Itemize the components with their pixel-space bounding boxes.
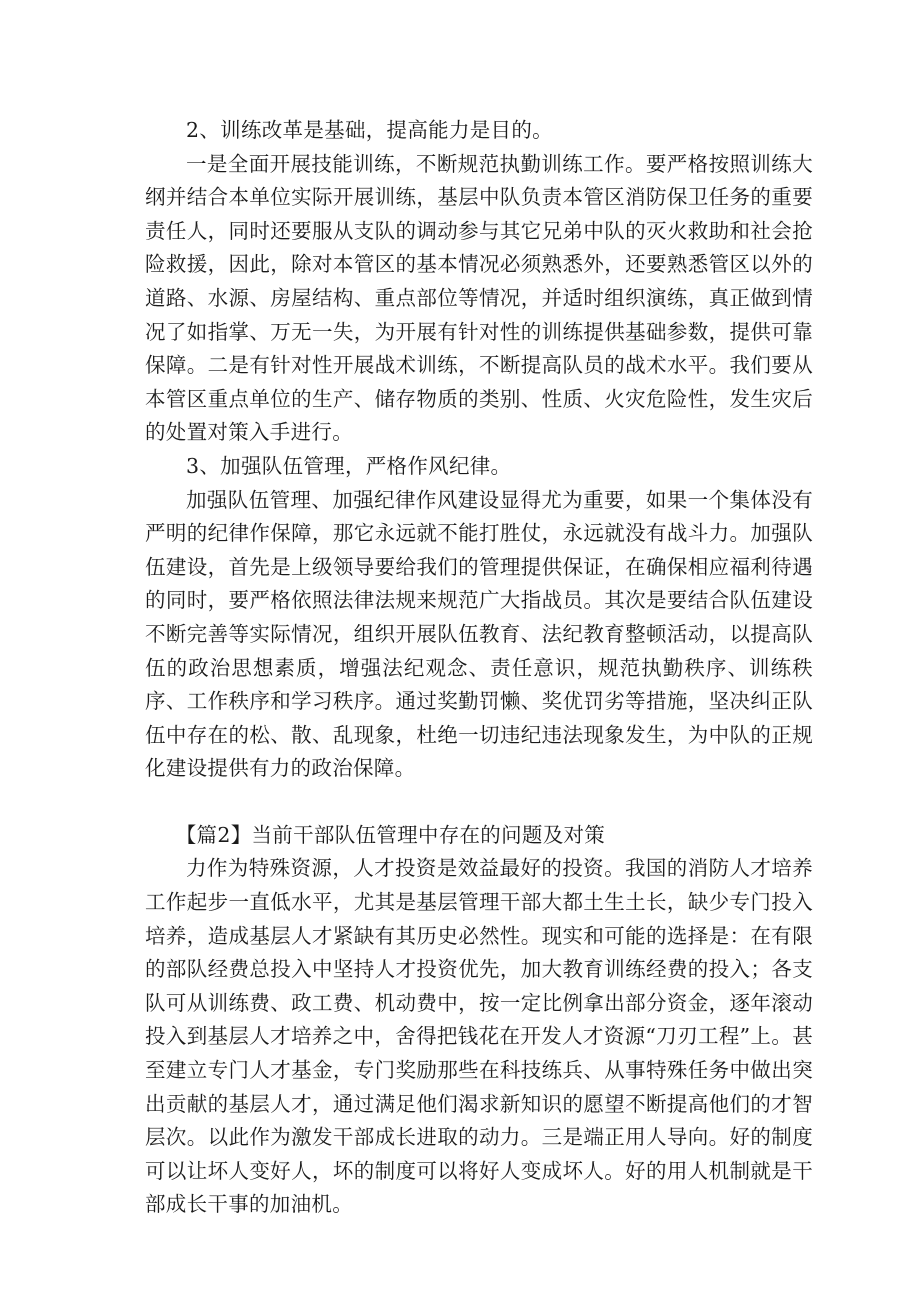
section-title: 【篇2】当前干部队伍管理中存在的问题及对策 xyxy=(175,822,606,847)
document-body xyxy=(145,114,813,1222)
subsection-heading-training-reform: 2、训练改革是基础，提高能力是目的。 xyxy=(186,118,553,142)
body-paragraph-talent-investment: 力作为特殊资源，人才投资是效益最好的投资。我国的消防人才培养工作起步一直低水平，尤其是基层管理干部大都土生土长，缺少专门投入培养，造成基层人才紧缺有其历史必然性。现实和可能的选择是：在有限的部队经费总投入中坚持人才投资优先，加大教育训练经费的投入；各支队可从训练费、政工费、机动费中，按一定比例拿出部分资金，逐年滚动投入到基层人才培养之中，舍得把钱花在开发人才资源“刀刃工程”上。甚至建立专门人才基金，专门奖励那些在科技练兵、从事特殊任务中做出突出贡献的基层人才，通过满足他们渴求新知识的愿望不断提高他们的才智层次。以此作为激发干部成长进取的动力。三是端正用人导向。好的制度可以让坏人变好人，坏的制度可以将好人变成坏人。好的用人机制就是干部成长干事的加油机。 xyxy=(145,856,813,1217)
subsection-heading-team-management: 3、加强队伍管理，严格作风纪律。 xyxy=(186,453,512,478)
body-paragraph-skills-training: 一是全面开展技能训练，不断规范执勤训练工作。要严格按照训练大纲并结合本单位实际开展训练，基层中队负责本管区消防保卫任务的重要责任人，同时还要服从支队的调动参与其它兄弟中队的灭火救助和社会抢险救援，因此，除对本管区的基本情况必须熟悉外，还要熟悉管区以外的道路、水源、房屋结构、重点部位等情况，并适时组织演练，真正做到情况了如指掌、万无一失，为开展有针对性的训练提供基础参数，提供可靠保障。二是有针对性开展战术训练，不断提高队员的战术水平。我们要从本管区重点单位的生产、储存物质的类别、性质、火灾危险性，发生灾后的处置对策入手进行。 xyxy=(145,151,813,445)
body-paragraph-discipline: 加强队伍管理、加强纪律作风建设显得尤为重要，如果一个集体没有严明的纪律作保障，那它永远就不能打胜仗，永远就没有战斗力。加强队伍建设，首先是上级领导要给我们的管理提供保证，在确保相应福利待遇的同时，要严格依照法律法规来规范广大指战员。其次是要结合队伍建设不断完善等实际情况，组织开展队伍教育、法纪教育整顿活动，以提高队伍的政治思想素质，增强法纪观念、责任意识，规范执勤秩序、训练秩序、工作秩序和学习秩序。通过奖勤罚懒、奖优罚劣等措施，坚决纠正队伍中存在的松、散、乱现象，杜绝一切违纪违法现象发生，为中队的正规化建设提供有力的政治保障。 xyxy=(145,487,813,781)
